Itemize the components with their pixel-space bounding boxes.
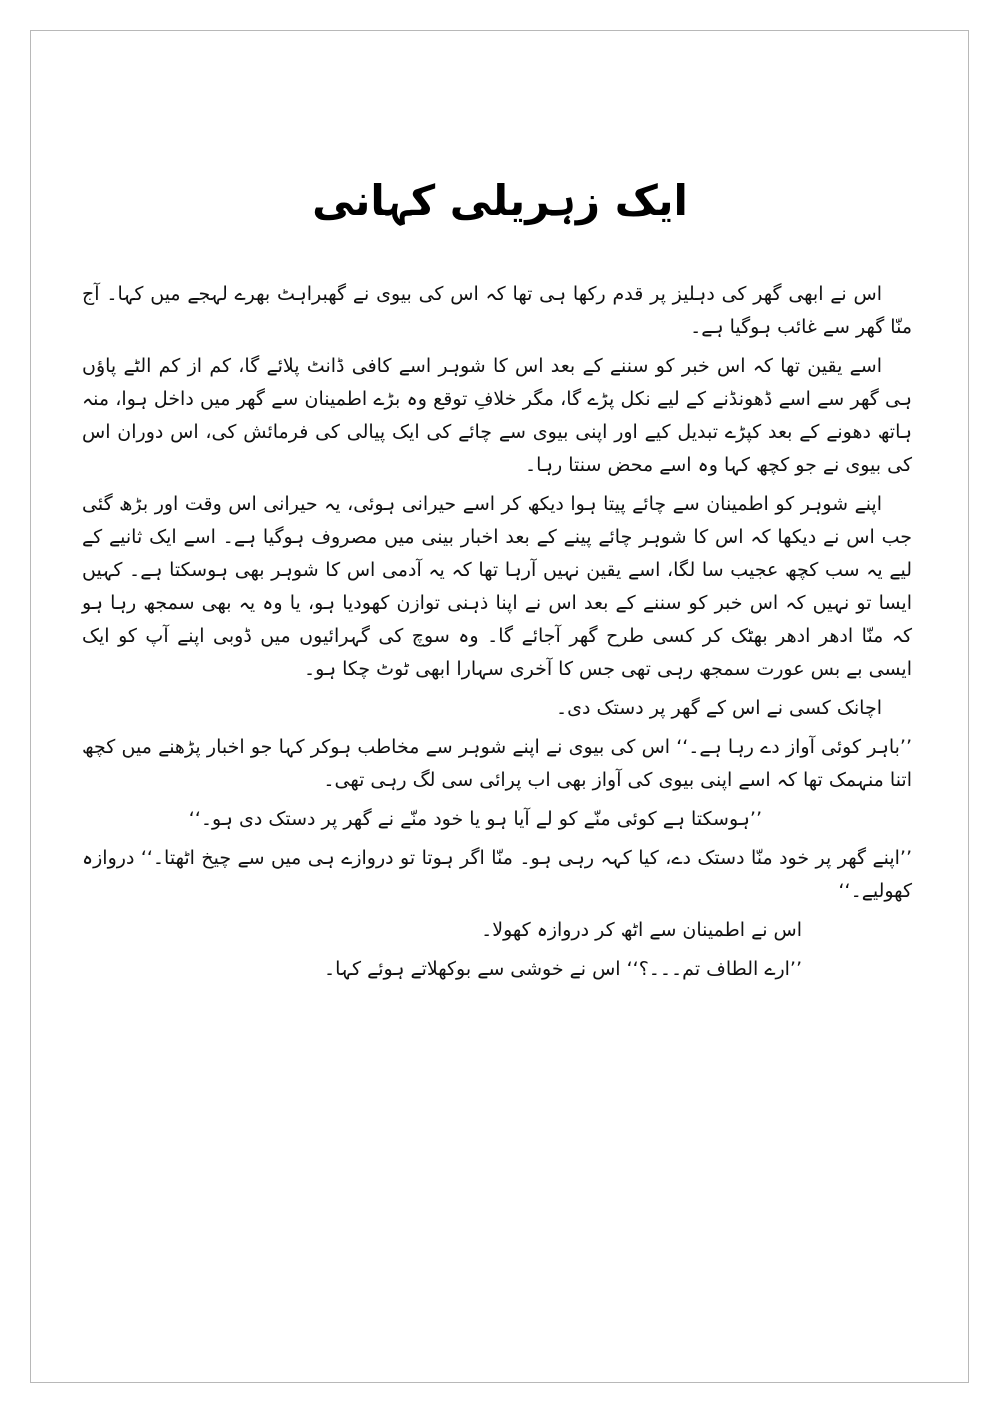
story-title: ایک زہریلی کہانی [312,176,688,226]
paragraph-2: اسے یقین تھا کہ اس خبر کو سننے کے بعد اس کا شوہر اسے کافی ڈانٹ پلائے گا، کم از کم الٹے پاؤں ہی گھر سے اسے ڈھونڈنے کے لیے نکل پڑے گا، مگر خلافِ توقع وہ بڑے اطمینان سے گھر میں داخل ہوا، منہ ہاتھ دھونے کے بعد کپڑے تبدیل کیے اور اپنی بیوی سے چائے کی ایک پیالی کی فرمائش کی، اس دوران اس کی بیوی نے جو کچھ کہا وہ اسے محض سنتا رہا۔ [82,355,912,476]
paragraph-8: اس نے اطمینان سے اٹھ کر دروازہ کھولا۔ [481,919,802,941]
paragraph-1: اس نے ابھی گھر کی دہلیز پر قدم رکھا ہی تھا کہ اس کی بیوی نے گھبراہٹ بھرے لہجے میں کہا۔ آج منّا گھر سے غائب ہوگیا ہے۔ [82,283,912,338]
paragraph-5: ’’باہر کوئی آواز دے رہا ہے۔‘‘ اس کی بیوی نے اپنے شوہر سے مخاطب ہوکر کہا جو اخبار پڑھنے میں کچھ اتنا منہمک تھا کہ اسے اپنی بیوی کی آواز بھی اب پرائی سی لگ رہی تھی۔ [82,736,912,791]
paragraph-6: ’’ہوسکتا ہے کوئی منّے کو لے آیا ہو یا خود منّے نے گھر پر دستک دی ہو۔‘‘ [188,808,762,830]
paragraph-4: اچانک کسی نے اس کے گھر پر دستک دی۔ [556,697,882,719]
story-body [82,278,912,992]
paragraph-9: ’’ارے الطاف تم۔۔۔؟‘‘ اس نے خوشی سے بوکھلاتے ہوئے کہا۔ [323,958,802,980]
paragraph-3: اپنے شوہر کو اطمینان سے چائے پیتا ہوا دیکھ کر اسے حیرانی ہوئی، یہ حیرانی اس وقت اور بڑھ گئی جب اس نے دیکھا کہ اس کا شوہر چائے پینے کے بعد اخبار بینی میں مصروف ہوگیا ہے۔ اسے ایک ثانیے کے لیے یہ سب کچھ عجیب سا لگا، اسے یقین نہیں آرہا تھا کہ یہ آدمی اس کا شوہر بھی ہوسکتا ہے۔ کہیں ایسا تو نہیں کہ اس خبر کو سننے کے بعد اس نے اپنا ذہنی توازن کھودیا ہو، یا وہ یہ بھی سمجھ رہا ہو کہ منّا ادھر ادھر بھٹک کر کسی طرح گھر آجائے گا۔ وہ سوچ کی گہرائیوں میں ڈوبی اپنے آپ کو ایک ایسی بے بس عورت سمجھ رہی تھی جس کا آخری سہارا ابھی ٹوٹ چکا ہو۔ [82,493,912,680]
paragraph-7: ’’اپنے گھر پر خود منّا دستک دے، کیا کہہ رہی ہو۔ منّا اگر ہوتا تو دروازے ہی میں سے چیخ اٹھتا۔‘‘ دروازہ کھولیے۔‘‘ [82,847,912,902]
